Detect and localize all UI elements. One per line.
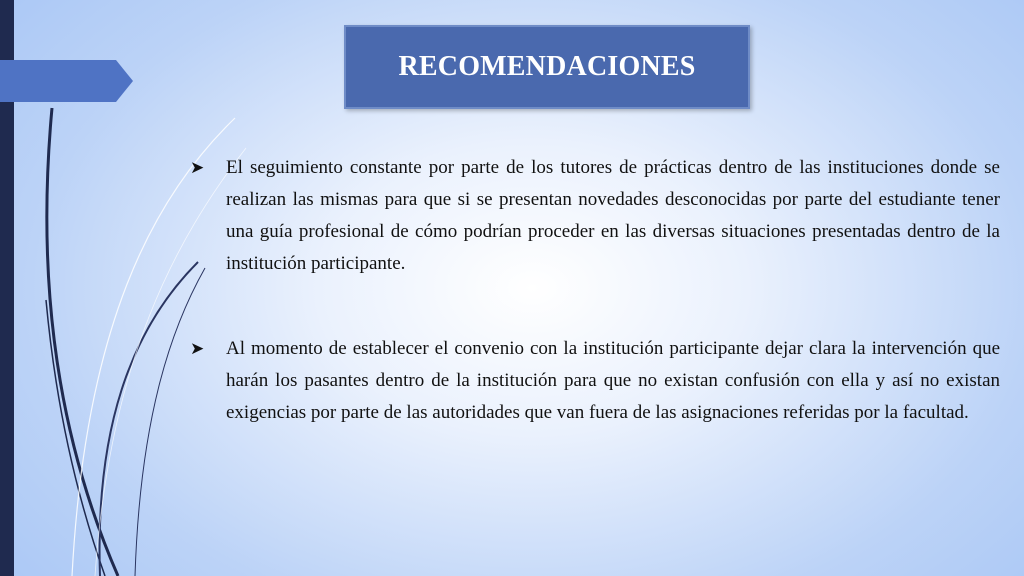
decorative-swoosh-lines <box>0 0 260 576</box>
arrowhead-bullet-icon: ➤ <box>190 339 205 358</box>
title-box <box>344 25 750 109</box>
bullet-item <box>190 333 1000 429</box>
bullet-text: Al momento de establecer el convenio con la institución participante dejar clara la intervención que harán los pasantes dentro de la institución para que no existan confusión con ella y así no existan exigencias por parte de las autoridades que van fuera de las asignaciones referidas por la facultad. <box>226 338 1000 423</box>
bullet-item <box>190 152 1000 280</box>
slide-title: RECOMENDACIONES <box>398 51 696 82</box>
arrowhead-bullet-icon: ➤ <box>190 158 205 177</box>
bullet-text: El seguimiento constante por parte de los tutores de prácticas dentro de las instituciones donde se realizan las mismas para que si se presentan novedades desconocidas por parte del estudiante tener una guía profesional de cómo podrían proceder en las diversas situaciones presentadas dentro de la institución participante. <box>226 157 1000 274</box>
